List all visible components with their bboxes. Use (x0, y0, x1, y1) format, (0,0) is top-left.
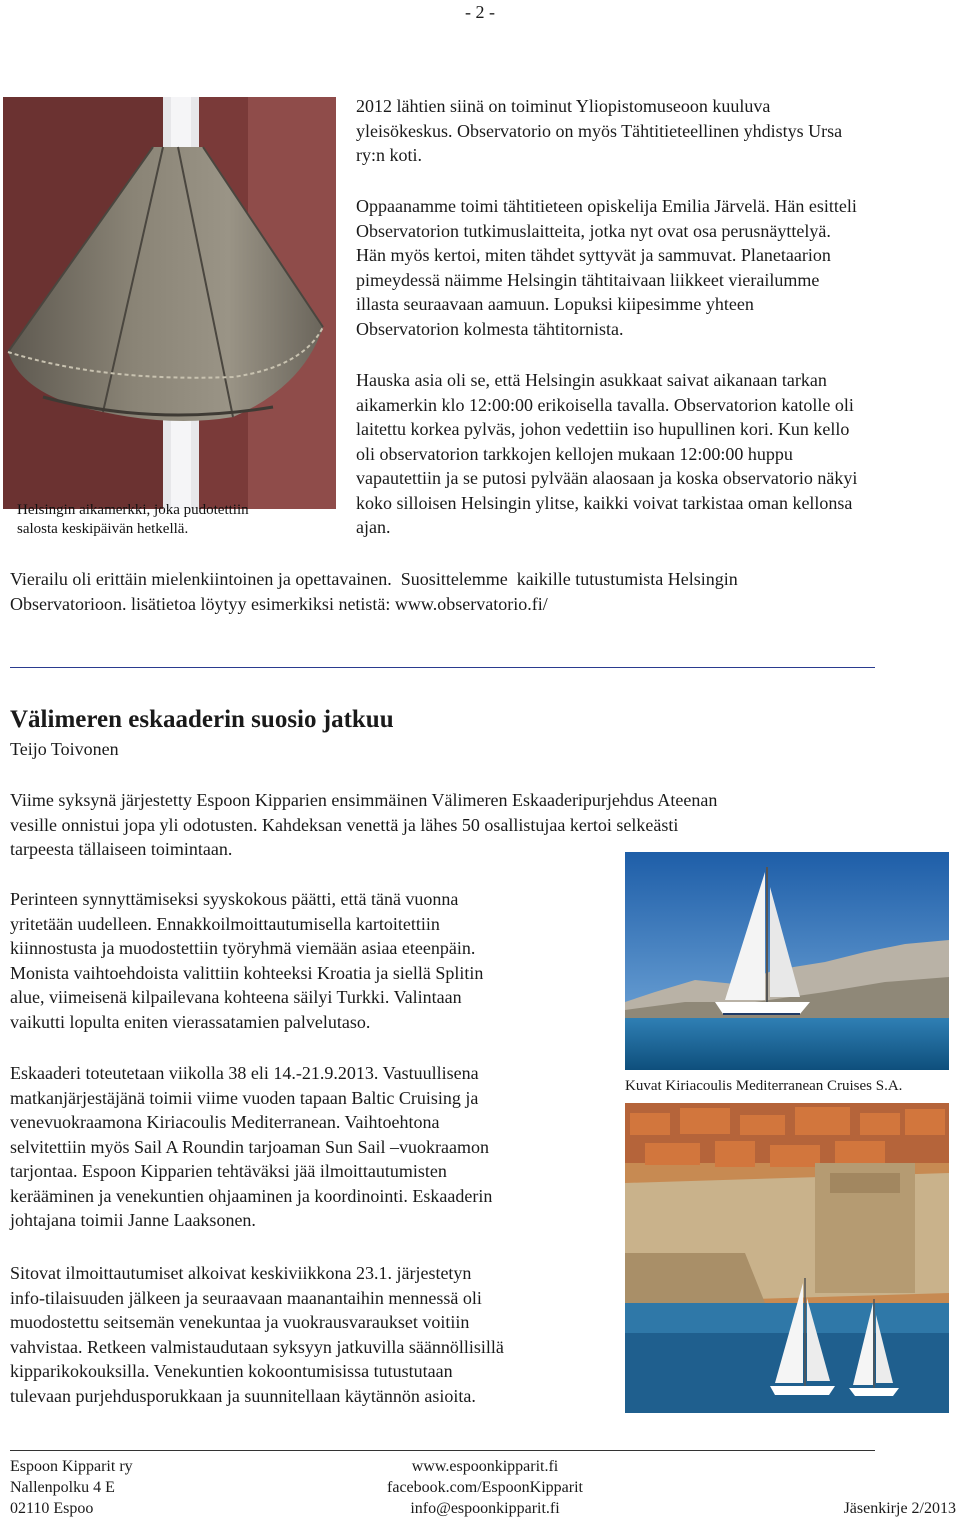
article2-paragraph-4: Sitovat ilmoittautumiset alkoivat keskiviikkona 23.1. järjestetyn info-tilaisuuden jälkeen ja seuraavaan maanantaihin mennessä oli muodostettu seitsemän venekuntaa ja vuokrausvaraukset voitiin vahvistaa. Retkeen valmistaudutaan syksyyn jatkuvilla säännöllisillä kipparikokouksilla. Venekuntien kokoontumisissa tutustutaan tulevaan purjehdusporukkaan ja suunnitellaan käytännön asioita. (10, 1263, 504, 1406)
article2-author: Teijo Toivonen (10, 739, 119, 759)
time-ball-photo (3, 97, 336, 547)
article2-title: Välimeren eskaaderin suosio jatkuu (10, 706, 394, 733)
old-town-illustration (625, 1103, 949, 1413)
footer-address: Espoon Kipparit ry Nallenpolku 4 E 02110 Espoo (10, 1458, 133, 1517)
article2-paragraph-2: Perinteen synnyttämiseksi syyskokous päätti, että tänä vuonna yritetään uudelleen. Ennakkoilmoittautumisella kartoitettiin kiinnostusta ja muodostettiin työryhmä viemään asiaa eteenpäin. Monista vaihtoehdoista valittiin kohteeksi Kroatia ja siellä Splitin alue, viimeisenä kilpailevana kohteena säilyi Turkki. Valintaan vaikutti lopulta eniten vierassatamien palvelutaso. (10, 889, 484, 1032)
article1-paragraph-4: Vierailu oli erittäin mielenkiintoinen ja opettavainen. Suosittelemme kaikille tutustumista Helsingin Observatorioon. lisätietoa löytyy esimerkiksi netistä: www.observatorio.fi/ (10, 569, 738, 614)
time-ball-illustration (3, 97, 336, 547)
footer-contact (370, 1456, 600, 1519)
sailboat-illustration (625, 852, 949, 1070)
footer-email-link[interactable]: info@espoonkipparit.fi (410, 1500, 560, 1517)
footer-facebook-link[interactable]: facebook.com/EspoonKipparit (387, 1479, 583, 1496)
section-divider (10, 667, 875, 668)
footer-website-link[interactable]: www.espoonkipparit.fi (411, 1458, 559, 1475)
article1-paragraph-2: Oppaanamme toimi tähtitieteen opiskelija Emilia Järvelä. Hän esitteli Observatorion tutkimuslaitteita, jotka nyt ovat osa perusnäyttelyä. Hän myös kertoi, miten tähdet syttyvät ja sammuvat. Planetaarion pimeydessä näimme Helsingin tähtitaivaan liikkeet vierailumme illasta seuraavaan aamuun. Lopuksi kiipesimme yhteen Observatorion kolmesta tähtitornista. (356, 196, 857, 339)
photo-caption: Helsingin aikamerkki, joka pudotettiin salosta keskipäivän hetkellä. (17, 502, 249, 537)
sailboat-photo (625, 852, 949, 1070)
article1-paragraph-3: Hauska asia oli se, että Helsingin asukkaat saivat aikanaan tarkan aikamerkin klo 12:00:00 erikoisella tavalla. Observatorion katolle oli laitettu korkea pylväs, johon vedettiin iso hupullinen kori. Kun kello oli observatorion tarkkojen kellojen mukaan 12:00:00 huppu vapautettiin ja se putosi pylvään alaosaan ja koska observatorio näkyi koko silloisen Helsingin ylitse, kaikki voivat tarkistaa oman kellonsa ajan. (356, 370, 858, 537)
photos-caption: Kuvat Kiriacoulis Mediterranean Cruises S.A. (625, 1078, 903, 1094)
footer-divider (10, 1450, 875, 1451)
footer-issue: Jäsenkirje 2/2013 (843, 1500, 956, 1517)
page-number: - 2 - (465, 2, 495, 22)
article1-paragraph-1: 2012 lähtien siinä on toiminut Yliopistomuseoon kuuluva yleisökeskus. Observatorio on myös Tähtitieteellinen yhdistys Ursa ry:n koti. (356, 96, 843, 165)
old-town-photo (625, 1103, 949, 1413)
article2-paragraph-1: Viime syksynä järjestetty Espoon Kipparien ensimmäinen Välimeren Eskaaderipurjehdus Ateenan vesille onnistui jopa yli odotusten. Kahdeksan venettä ja lähes 50 osallistujaa kertoi selkeästi tarpeesta tällaiseen toimintaan. (10, 790, 718, 859)
article2-paragraph-3: Eskaaderi toteutetaan viikolla 38 eli 14.-21.9.2013. Vastuullisena matkanjärjestäjänä toimii viime vuoden tapaan Baltic Cruising ja venevuokraamona Kiriacoulis Mediterranean. Vaihtoehtona selvitettiin myös Sail A Roundin tarjoaman Sun Sail –vuokraamon tarjontaa. Espoon Kipparien tehtäväksi jää ilmoittautumisten kerääminen ja venekuntien ohjaaminen ja koordinointi. Eskaaderin johtajana toimii Janne Laaksonen. (10, 1063, 493, 1230)
